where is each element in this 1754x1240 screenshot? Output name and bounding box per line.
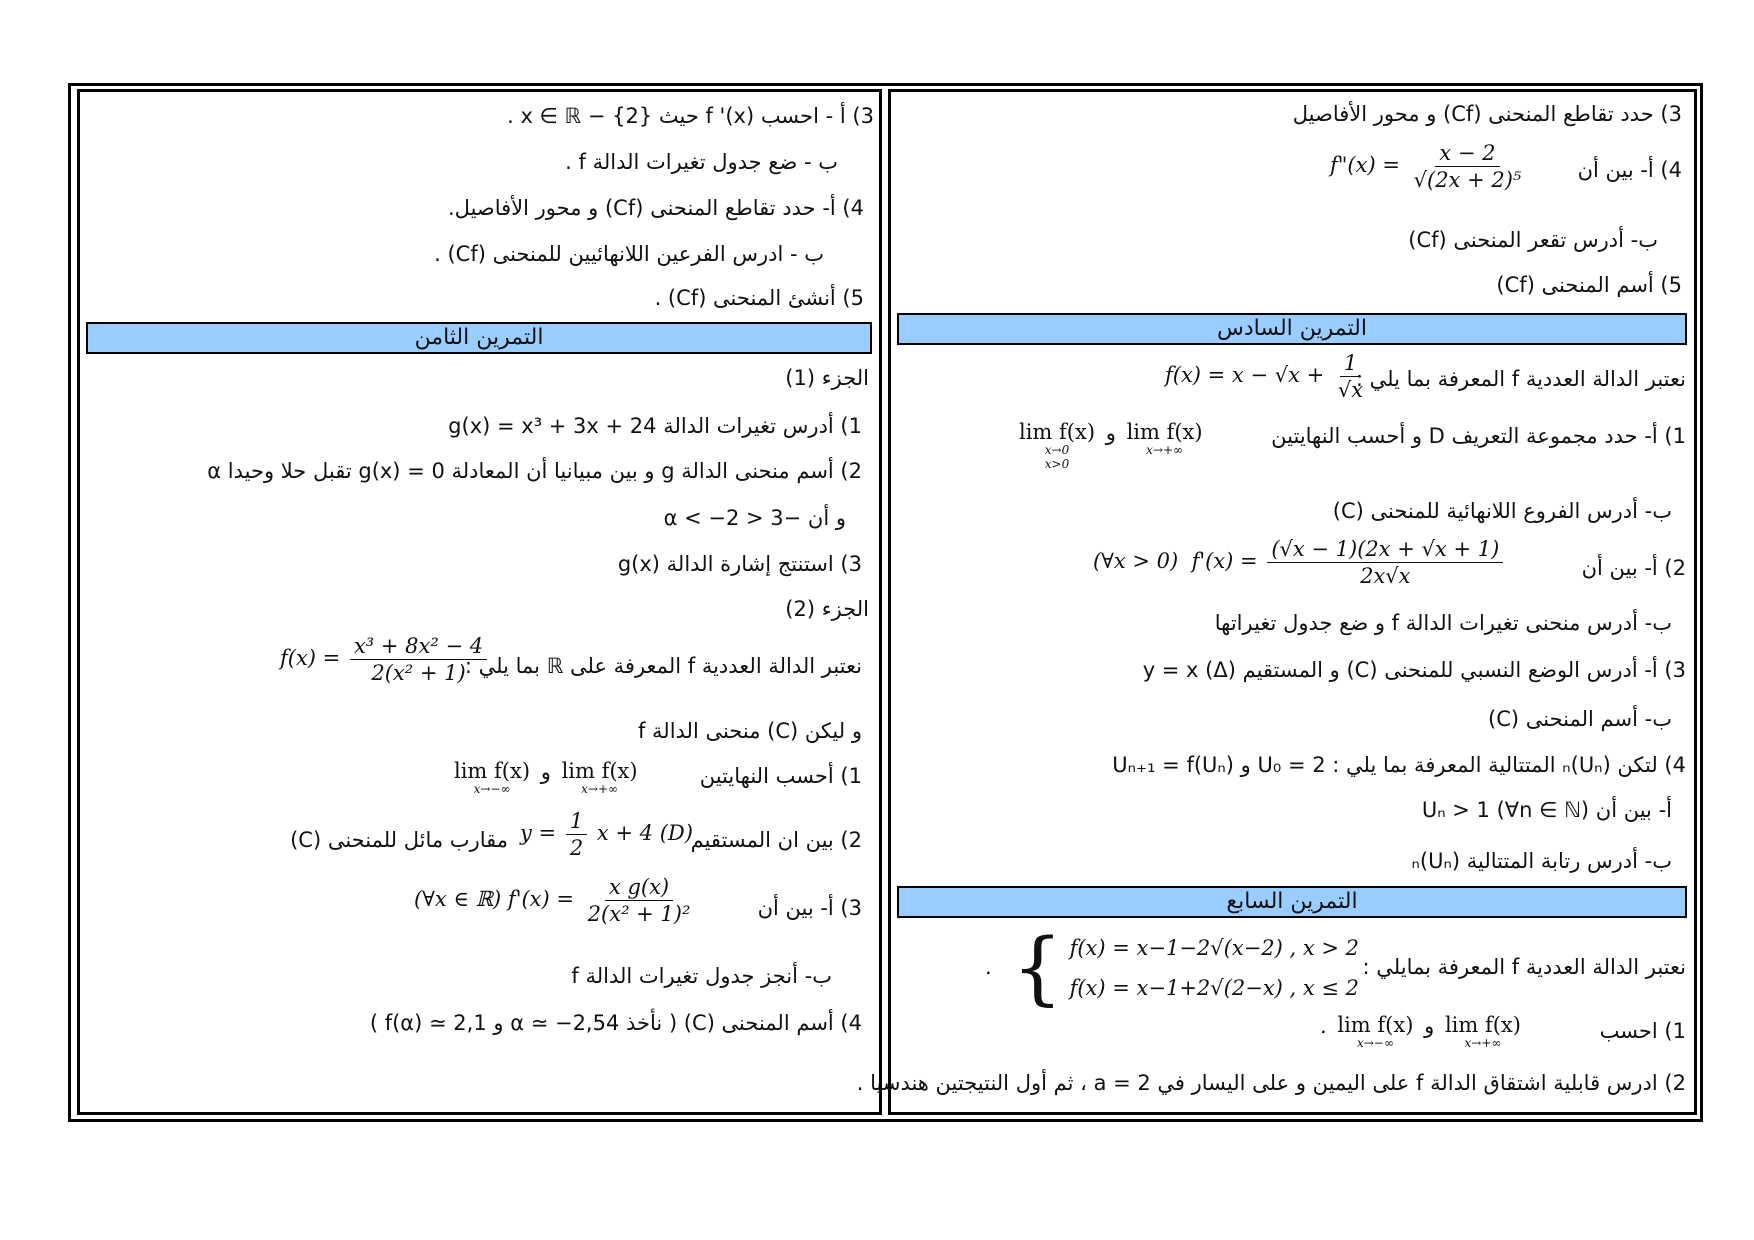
ex6-q2b: ب- أدرس منحنى تغيرات الدالة f و ضع جدول تغيراتها <box>1214 611 1672 635</box>
ex6-q1a: 1) أ- حدد مجموعة التعريف D و أحسب النهايتين <box>1271 424 1686 448</box>
right-top-q4a: 4) أ- بين أن <box>1577 158 1682 182</box>
ex6-q4a: أ- بين أن Uₙ > 1 (∀n ∈ ℕ) <box>1421 798 1672 822</box>
ex6-q1b: ب- أدرس الفروع اللانهائية للمنحنى (C) <box>1332 499 1672 523</box>
ex7-q1-limits: . lim f(x) x→−∞ و lim f(x) x→+∞ <box>1320 1013 1521 1050</box>
ex8-p2-curve: و ليكن (C) منحنى الدالة f <box>637 719 862 743</box>
left-top-q3a: 3) أ - احسب f '(x) حيث x ∈ ℝ − {2} . <box>507 104 874 128</box>
ex7-piecewise: { f(x) = x−1−2√(x−2) , x > 2 f(x) = x−1+2√(2−x) , x ≤ 2 <box>1012 921 1360 1014</box>
ex6-q2a-derivative: (∀x > 0) f'(x) = $\frac{(√x - 1)(2x + √x + 1)}{2x√x}$ <box>1093 536 1506 589</box>
ex6-function-def: f(x) = x − √x + $\frac{1}{√x}$ <box>1165 351 1364 402</box>
ex8-p2q2-asymptote: y = $\frac{1}{2}$ x + 4 (D) <box>520 809 693 860</box>
ex8-p1q2b: و أن −3 < α < −2 <box>663 506 846 530</box>
ex8-p2q1-limits: lim f(x) x→−∞ و lim f(x) x→+∞ <box>454 759 638 796</box>
right-top-q5: 5) أسم المنحنى (Cf) <box>1496 273 1682 297</box>
ex7-q2: 2) ادرس قابلية اشتقاق الدالة f على اليمين و على اليسار في a = 2 ، ثم أول النتيجتين هندسيا . <box>856 1071 1686 1095</box>
right-top-q3: 3) حدد تقاطع المنحنى (Cf) و محور الأفاصيل <box>1292 102 1682 126</box>
second-derivative-formula: f"(x) = $\frac{x - 2}{\text{√(2x + 2)⁵}}$ <box>1330 141 1522 192</box>
ex8-p2q1: 1) أحسب النهايتين <box>699 764 862 788</box>
ex6-q3a: 3) أ- أدرس الوضع النسبي للمنحنى (C) و المستقيم y = x (Δ) <box>1142 658 1686 682</box>
ex7-dot: . <box>985 955 992 979</box>
ex6-q1a-limits: lim f(x) x→0 x>0 و lim f(x) x→+∞ <box>1019 420 1203 471</box>
ex8-p2q2-end: مقارب مائل للمنحنى (C) <box>290 828 508 852</box>
left-top-q5: 5) أنشئ المنحنى (Cf) . <box>654 286 864 310</box>
ex6-q4b: ب- أدرس رتابة المتتالية (Uₙ)ₙ <box>1411 849 1672 873</box>
ex8-p2q3a: 3) أ- بين أن <box>757 896 862 920</box>
ex7-q1: 1) احسب <box>1599 1019 1686 1043</box>
ex8-p2q3a-derivative: (∀x ∈ ℝ) f'(x) = $\frac{\text{x g(x)}}{\text{2(x² + 1)²}}$ <box>414 875 691 926</box>
ex8-p1q3: 3) استنتج إشارة الدالة g(x) <box>617 552 862 576</box>
ex8-p2-function-def: f(x) = $\frac{\text{x³ + 8x² − 4}}{\text{2(x² + 1)}}$ <box>280 633 490 686</box>
ex8-p2q3b: ب- أنجز جدول تغيرات الدالة f <box>571 964 832 988</box>
ex8-p2q4: 4) أسم المنحنى (C) ( نأخذ α ≃ −2,54 و f(α) ≃ 2,1 ) <box>369 1011 862 1035</box>
left-top-q4b: ب - ادرس الفرعين اللانهائيين للمنحنى (Cf) . <box>434 242 824 266</box>
ex6-q4: 4) لتكن (Uₙ)ₙ المتتالية المعرفة بما يلي : U₀ = 2 و Uₙ₊₁ = f(Uₙ) <box>1112 753 1686 777</box>
ex8-part1: الجزء (1) <box>785 366 869 390</box>
left-top-q4a: 4) أ- حدد تقاطع المنحنى (Cf) و محور الأفاصيل. <box>448 196 864 220</box>
ex8-p2-intro: نعتبر الدالة العددية f المعرفة على ℝ بما يلي : <box>464 654 862 678</box>
exercise-8-heading: التمرين الثامن <box>86 322 872 354</box>
exercise-7-heading: التمرين السابع <box>897 886 1687 918</box>
ex8-p2q2: 2) بين ان المستقيم <box>690 828 862 852</box>
right-top-q4b: ب- أدرس تقعر المنحنى (Cf) <box>1408 228 1658 252</box>
ex7-intro: نعتبر الدالة العددية f المعرفة بمايلي : <box>1362 955 1686 979</box>
ex8-part2: الجزء (2) <box>785 597 869 621</box>
exercise-6-heading: التمرين السادس <box>897 313 1687 345</box>
ex6-q2a: 2) أ- بين أن <box>1581 556 1686 580</box>
ex6-intro: نعتبر الدالة العددية f المعرفة بما يلي : <box>1355 367 1686 391</box>
left-top-q3b: ب - ضع جدول تغيرات الدالة f . <box>565 150 838 174</box>
ex8-p1q2: 2) أسم منحنى الدالة g و بين مبيانيا أن المعادلة g(x) = 0 تقبل حلا وحيدا α <box>207 459 862 483</box>
ex6-q3b: ب- أسم المنحنى (C) <box>1488 707 1672 731</box>
ex8-p1q1: 1) أدرس تغيرات الدالة g(x) = x³ + 3x + 24 <box>448 414 862 438</box>
